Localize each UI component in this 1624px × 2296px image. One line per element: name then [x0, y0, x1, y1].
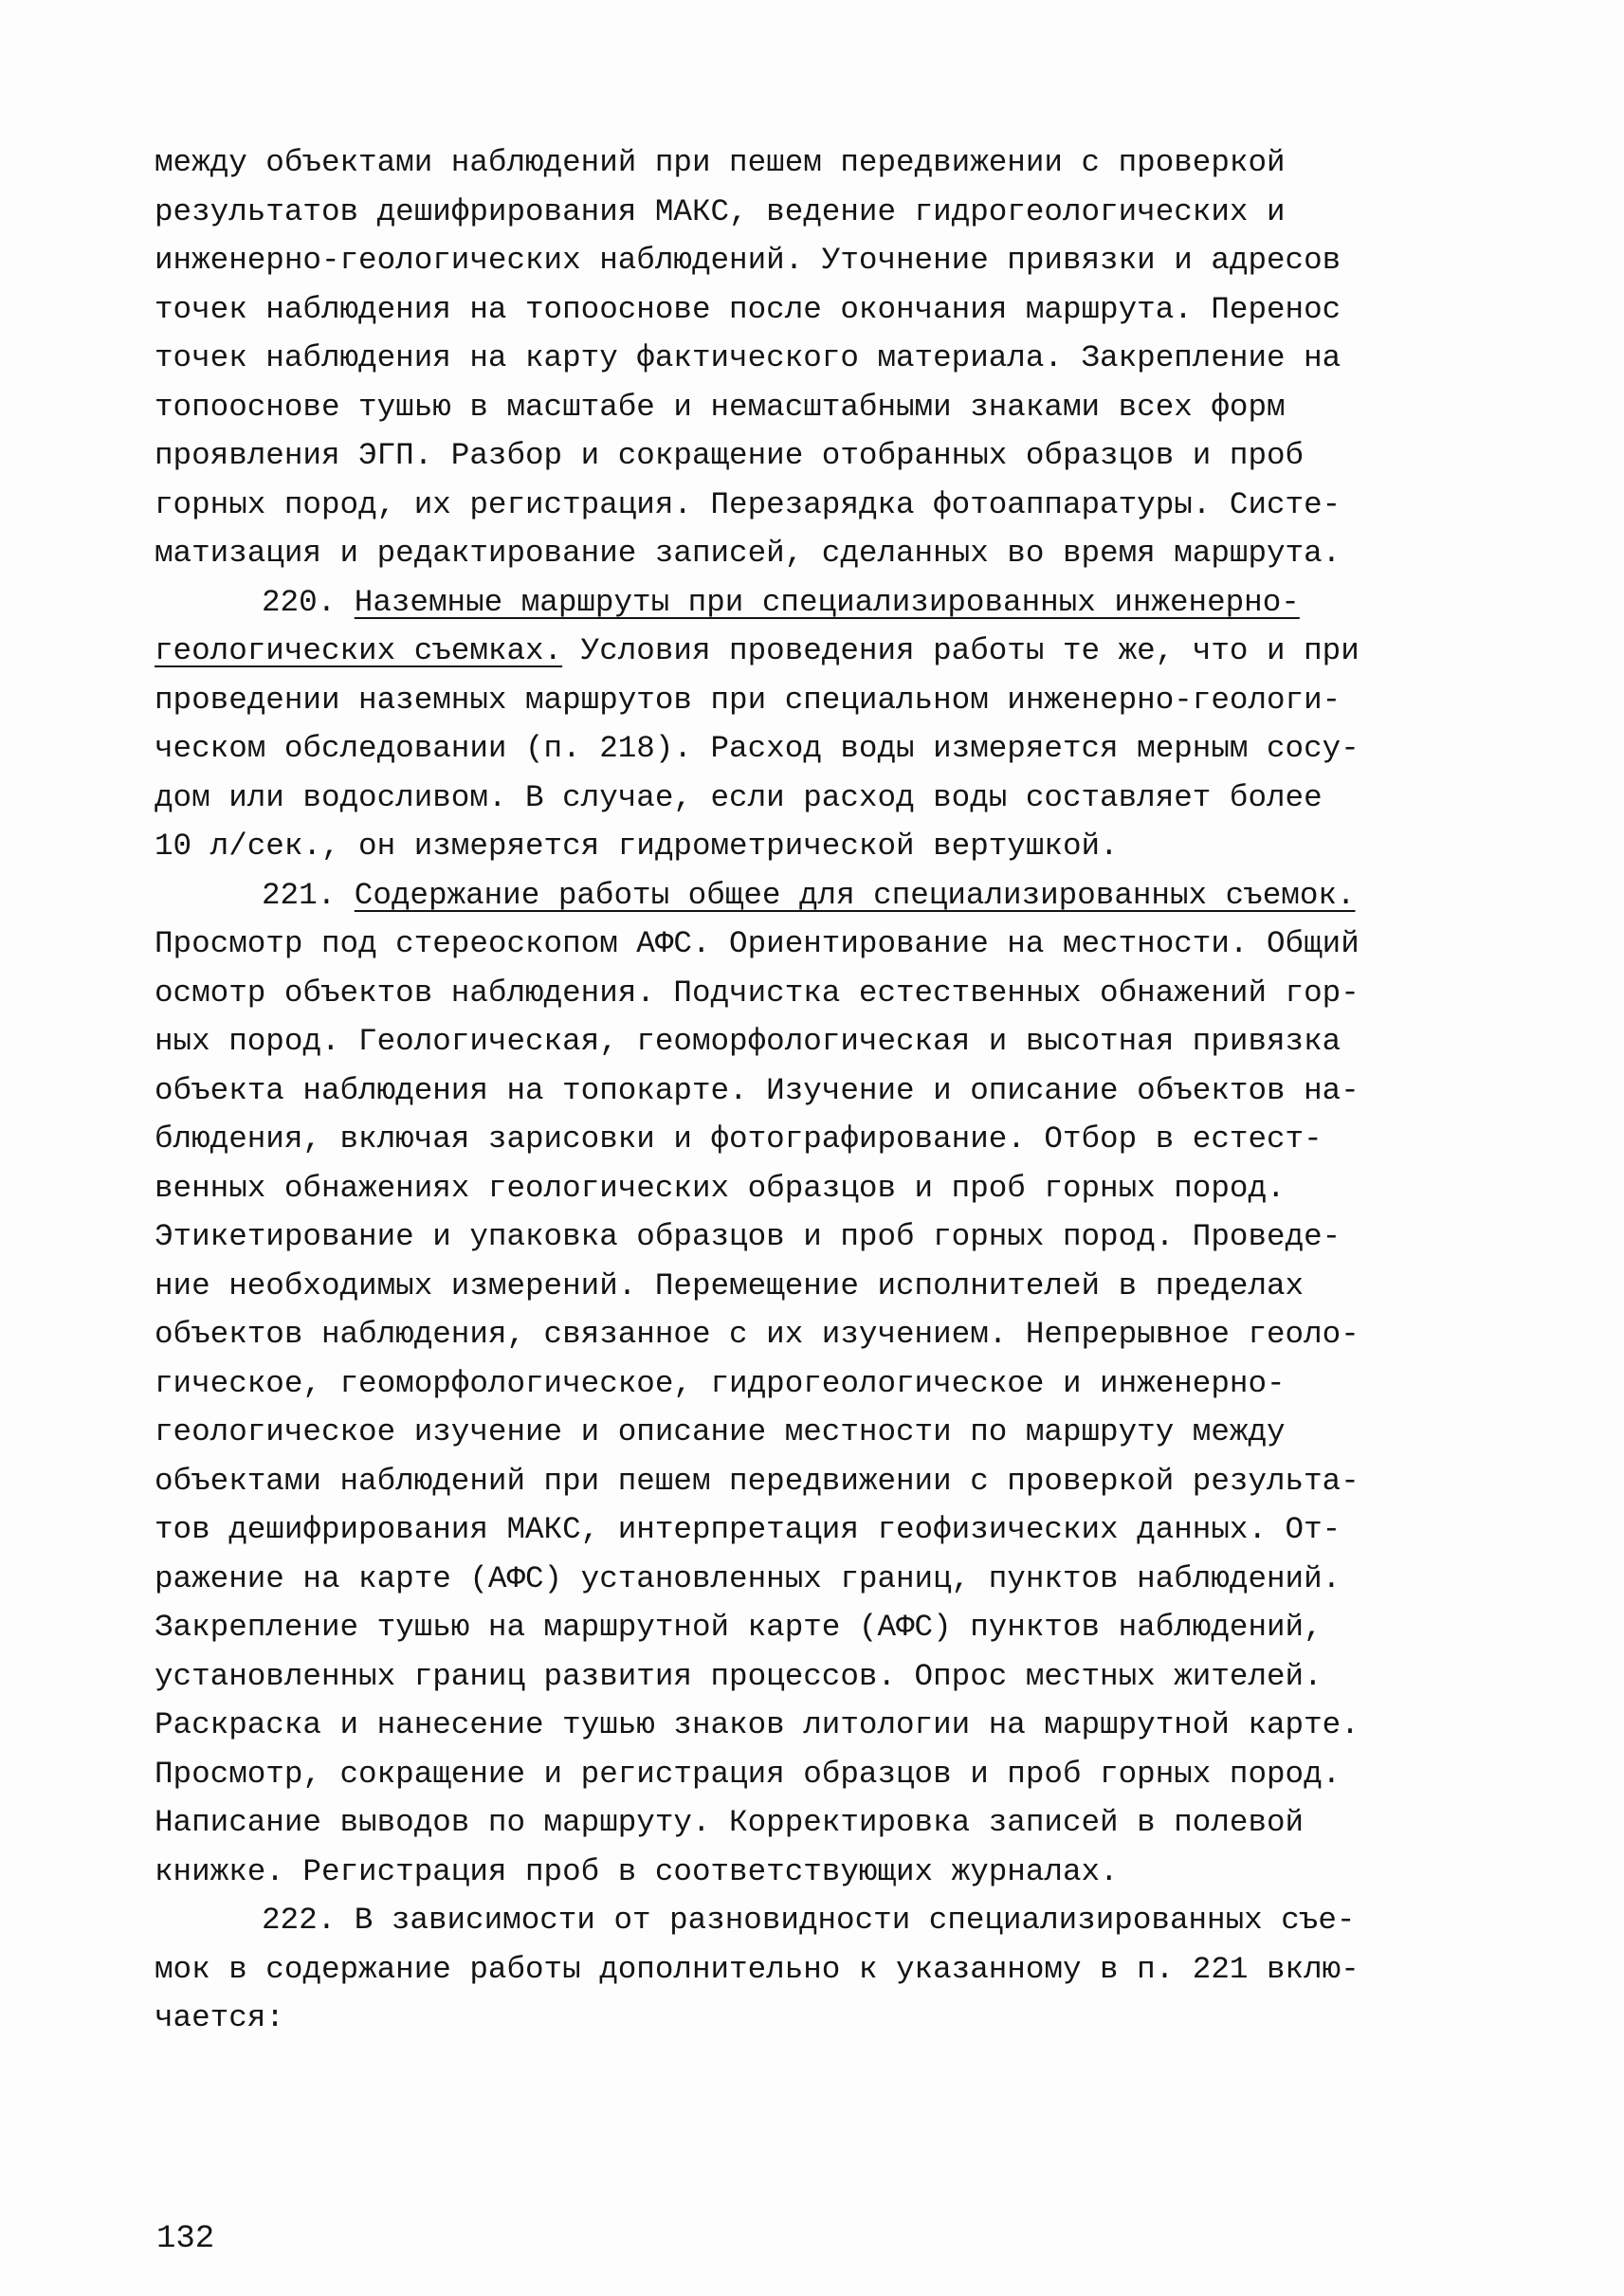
text-line: чается: — [155, 2000, 284, 2035]
text-line: Этикетирование и упаковка образцов и проб горных пород. Проведе- — [155, 1219, 1341, 1254]
text-run: Условия проведения работы те же, что и при — [562, 633, 1359, 668]
text-line: ных пород. Геологическая, геоморфологическая и высотная привязка — [155, 1024, 1341, 1059]
body-text — [155, 138, 1491, 2043]
paragraph-220-heading-line — [155, 578, 1491, 628]
text-line: Закрепление тушью на маршрутной карте (АФС) пунктов наблюдений, — [155, 1610, 1323, 1645]
text-line: ческом обследовании (п. 218). Расход воды измеряется мерным сосу- — [155, 731, 1359, 766]
text-line: матизация и редактирование записей, сделанных во время маршрута. — [155, 536, 1341, 571]
text-line: ние необходимых измерений. Перемещение исполнителей в пределах — [155, 1267, 1305, 1303]
text-line: топооснове тушью в масштабе и немасштабными знаками всех форм — [155, 389, 1286, 425]
text-line: Написание выводов по маршруту. Корректировка записей в полевой — [155, 1805, 1305, 1840]
text-line: точек наблюдения на карту фактического материала. Закрепление на — [155, 340, 1341, 375]
text-line: осмотр объектов наблюдения. Подчистка естественных обнажений гор- — [155, 975, 1359, 1011]
text-line: инженерно-геологических наблюдений. Уточнение привязки и адресов — [155, 243, 1341, 278]
text-line: книжке. Регистрация проб в соответствующих журналах. — [155, 1853, 1119, 1889]
text-line: венных обнажениях геологических образцов и проб горных пород. — [155, 1170, 1286, 1206]
text-line: тов дешифрирования МАКС, интерпретация геофизических данных. От- — [155, 1512, 1341, 1547]
section-title: Содержание работы общее для специализированных съемок. — [354, 877, 1356, 913]
paragraph-221-heading-line — [155, 871, 1491, 920]
text-line: блюдения, включая зарисовки и фотографирование. Отбор в естест- — [155, 1121, 1323, 1157]
text-line: гическое, геоморфологическое, гидрогеологическое и инженерно- — [155, 1365, 1286, 1401]
text-line: 10 л/сек., он измеряется гидрометрической вертушкой. — [155, 829, 1119, 864]
text-line: объектов наблюдения, связанное с их изучением. Непрерывное геоло- — [155, 1317, 1359, 1352]
text-line: дом или водосливом. В случае, если расход воды составляет более — [155, 779, 1323, 815]
text-line: горных пород, их регистрация. Перезарядка фотоаппаратуры. Систе- — [155, 486, 1341, 522]
text-line: точек наблюдения на топооснове после окончания маршрута. Перенос — [155, 291, 1341, 327]
text-line: Просмотр, сокращение и регистрация образцов и проб горных пород. — [155, 1756, 1341, 1792]
section-title: геологических съемках. — [155, 633, 563, 668]
text-line: Просмотр под стереоскопом АФС. Ориентирование на местности. Общий — [155, 926, 1359, 961]
paragraph-220-title-continuation — [155, 627, 1491, 676]
text-line: установленных границ развития процессов. Опрос местных жителей. — [155, 1658, 1323, 1694]
text-line: мок в содержание работы дополнительно к указанному в п. 221 вклю- — [155, 1951, 1359, 1987]
paragraph-number: 221. — [262, 877, 355, 913]
text-line: объекта наблюдения на топокарте. Изучение и описание объектов на- — [155, 1072, 1359, 1108]
page-number: 132 — [156, 2221, 215, 2257]
text-line: между объектами наблюдений при пешем передвижении с проверкой — [155, 145, 1286, 180]
section-title: Наземные маршруты при специализированных инженерно- — [354, 584, 1300, 620]
paragraph-222-first-line: 222. В зависимости от разновидности специализированных съе- — [262, 1903, 1356, 1938]
text-line: ражение на карте (АФС) установленных границ, пунктов наблюдений. — [155, 1560, 1341, 1596]
text-line: проведении наземных маршрутов при специальном инженерно-геологи- — [155, 682, 1341, 718]
text-line: результатов дешифрирования МАКС, ведение гидрогеологических и — [155, 193, 1286, 229]
text-line: проявления ЭГП. Разбор и сокращение отобранных образцов и проб — [155, 438, 1305, 473]
paragraph-number: 220. — [262, 584, 355, 620]
text-line: объектами наблюдений при пешем передвижении с проверкой результа- — [155, 1463, 1359, 1499]
text-line: Раскраска и нанесение тушью знаков литологии на маршрутной карте. — [155, 1707, 1359, 1742]
text-line: геологическое изучение и описание местности по маршруту между — [155, 1414, 1286, 1449]
